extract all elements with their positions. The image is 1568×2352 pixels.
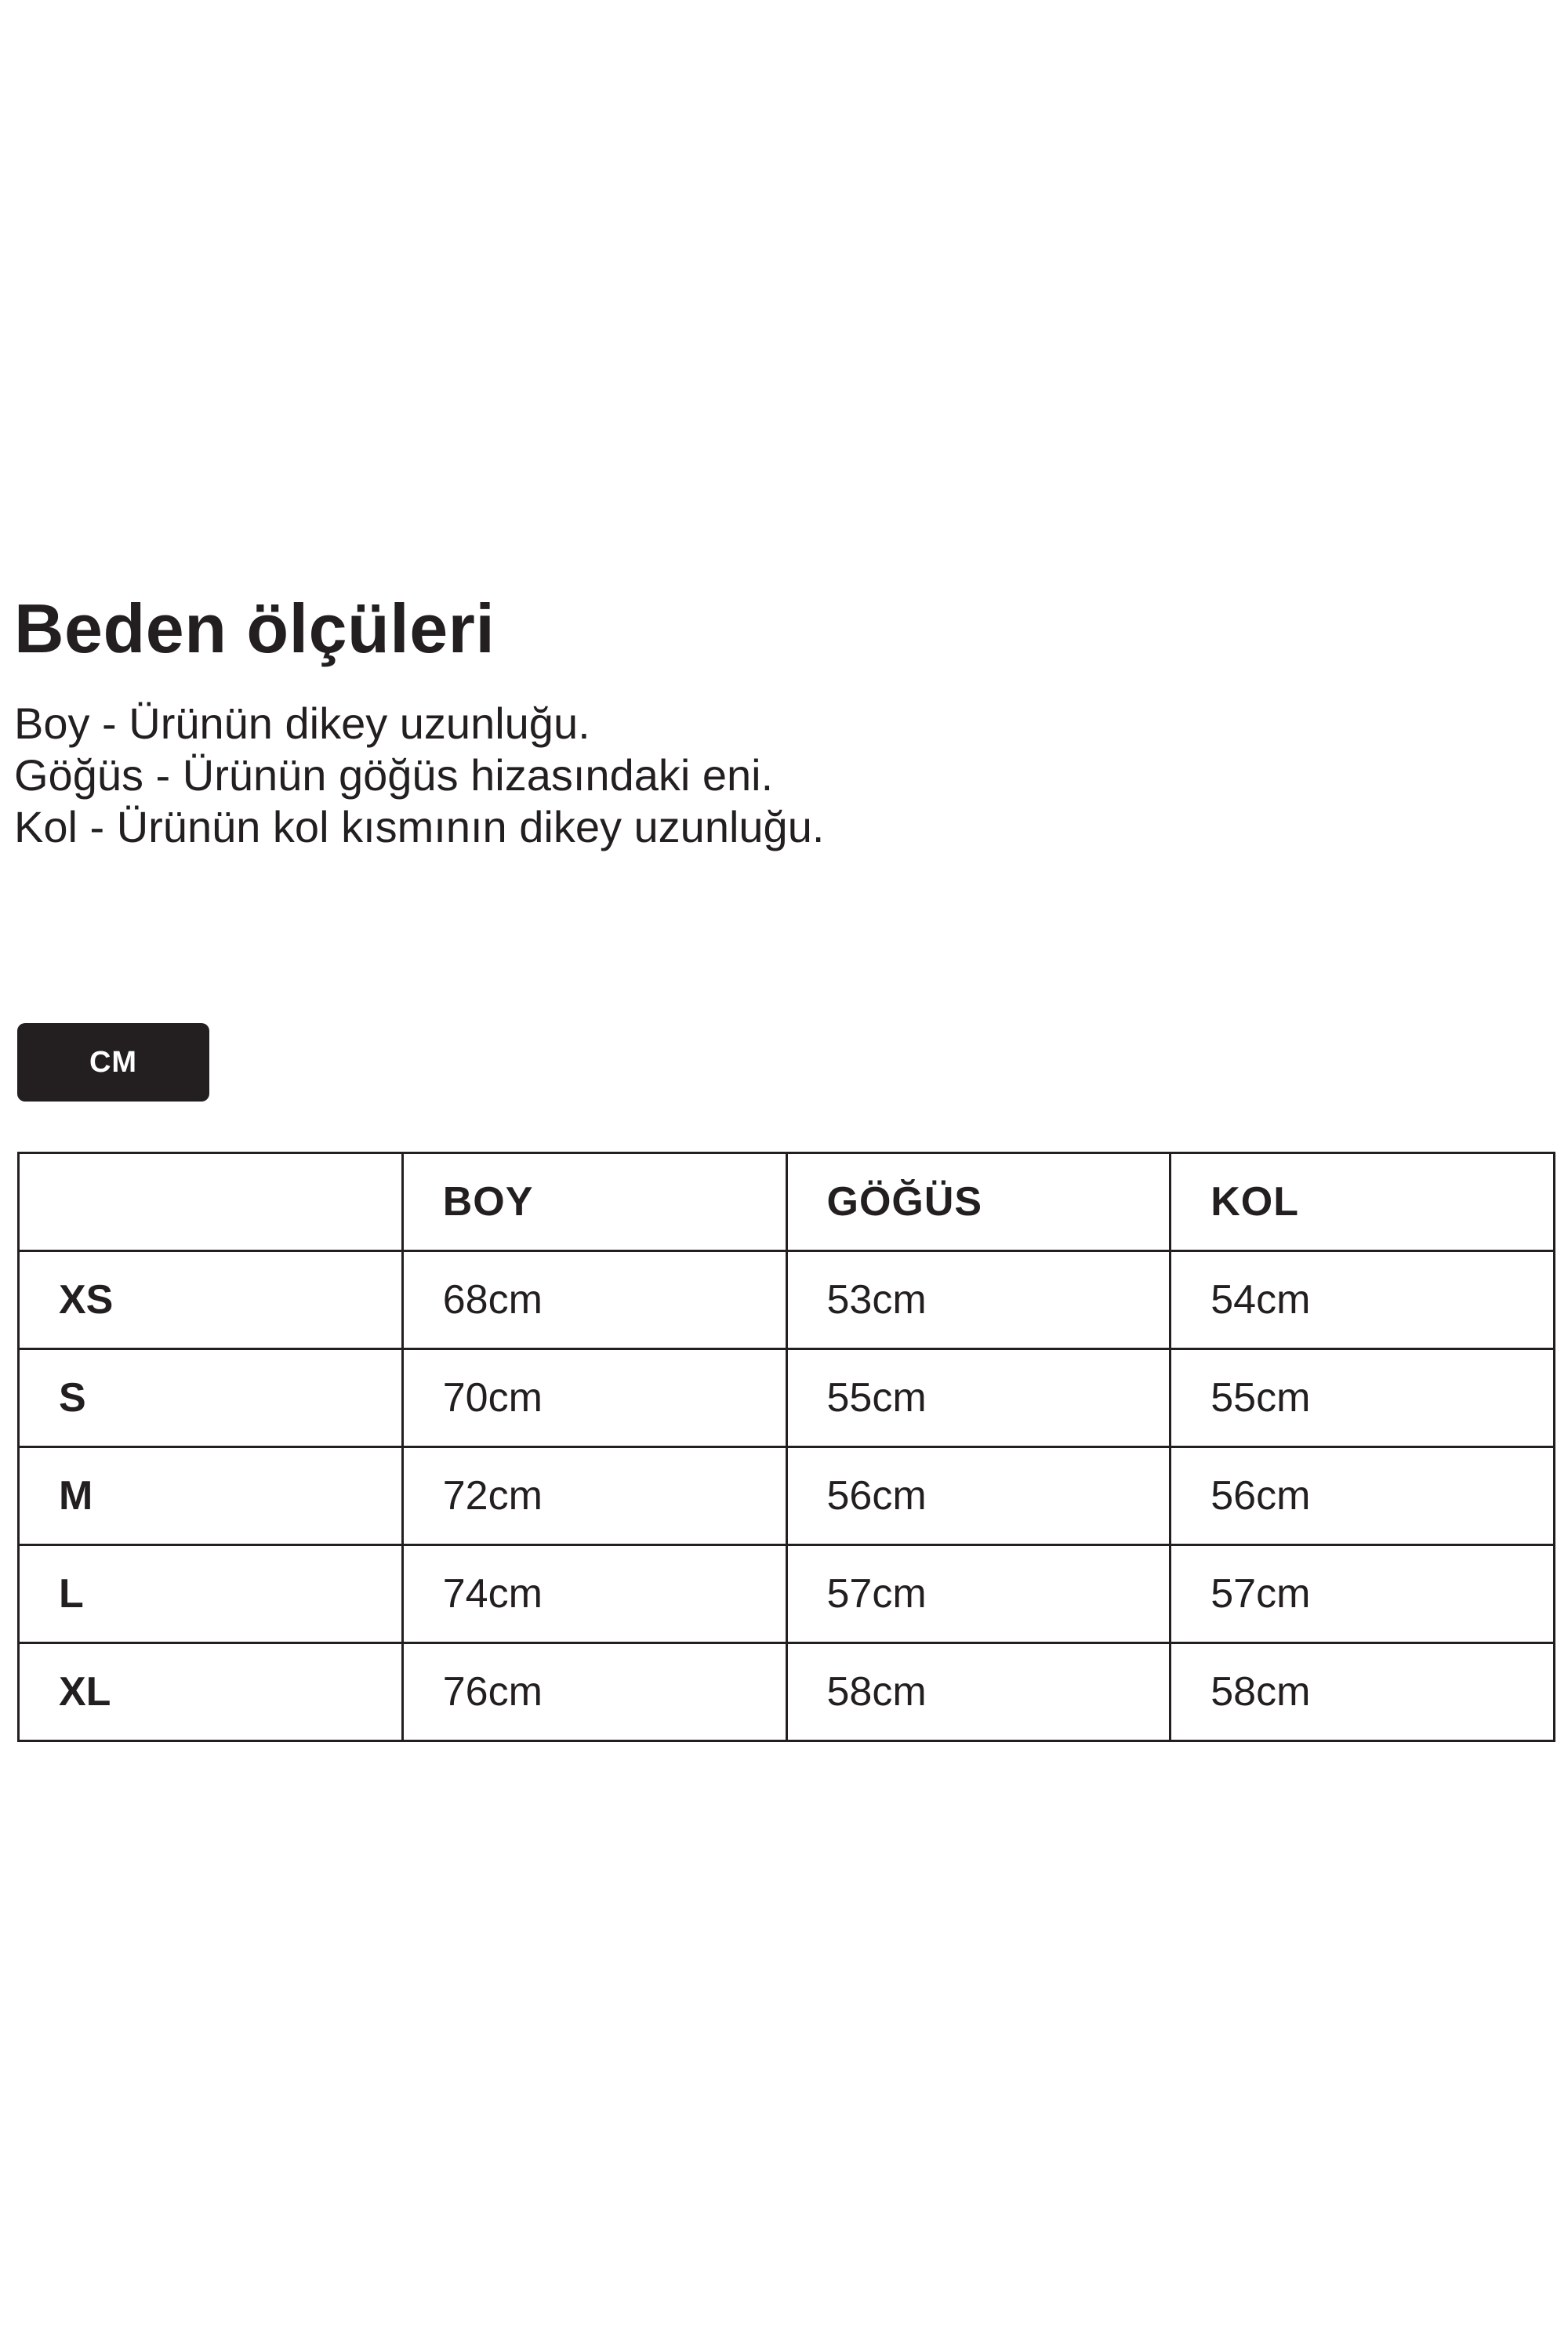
kol-cell: 55cm: [1171, 1349, 1555, 1447]
boy-cell: 76cm: [402, 1643, 786, 1741]
gogus-cell: 53cm: [786, 1251, 1171, 1349]
header-cell-kol: KOL: [1171, 1153, 1555, 1251]
gogus-cell: 55cm: [786, 1349, 1171, 1447]
size-cell: L: [19, 1545, 403, 1643]
gogus-cell: 58cm: [786, 1643, 1171, 1741]
page-title: Beden ölçüleri: [14, 590, 495, 667]
table-row: [19, 1643, 1555, 1741]
size-cell: XS: [19, 1251, 403, 1349]
definition-gogus: [14, 750, 824, 801]
definition-text: - Ürünün kol kısmının dikey uzunluğu.: [77, 802, 825, 851]
gogus-cell: 57cm: [786, 1545, 1171, 1643]
header-cell-boy: BOY: [402, 1153, 786, 1251]
definition-kol: [14, 801, 824, 853]
table-header-row: [19, 1153, 1555, 1251]
gogus-cell: 56cm: [786, 1447, 1171, 1545]
kol-cell: 54cm: [1171, 1251, 1555, 1349]
table-row: [19, 1251, 1555, 1349]
kol-cell: 58cm: [1171, 1643, 1555, 1741]
definition-term: Göğüs: [14, 750, 143, 800]
boy-cell: 68cm: [402, 1251, 786, 1349]
table-row: [19, 1349, 1555, 1447]
definition-term: Kol: [14, 802, 78, 851]
kol-cell: 57cm: [1171, 1545, 1555, 1643]
size-table: [17, 1152, 1555, 1742]
size-cell: S: [19, 1349, 403, 1447]
definitions-list: [14, 698, 824, 853]
table-row: [19, 1447, 1555, 1545]
size-cell: XL: [19, 1643, 403, 1741]
boy-cell: 74cm: [402, 1545, 786, 1643]
header-cell-empty: [19, 1153, 403, 1251]
kol-cell: 56cm: [1171, 1447, 1555, 1545]
boy-cell: 70cm: [402, 1349, 786, 1447]
header-cell-gogus: GÖĞÜS: [786, 1153, 1171, 1251]
definition-boy: [14, 698, 824, 750]
size-cell: M: [19, 1447, 403, 1545]
boy-cell: 72cm: [402, 1447, 786, 1545]
unit-tab-cm[interactable]: CM: [17, 1023, 209, 1102]
table-row: [19, 1545, 1555, 1643]
definition-term: Boy: [14, 699, 90, 748]
definition-text: - Ürünün dikey uzunluğu.: [89, 699, 590, 748]
definition-text: - Ürünün göğüs hizasındaki eni.: [143, 750, 774, 800]
